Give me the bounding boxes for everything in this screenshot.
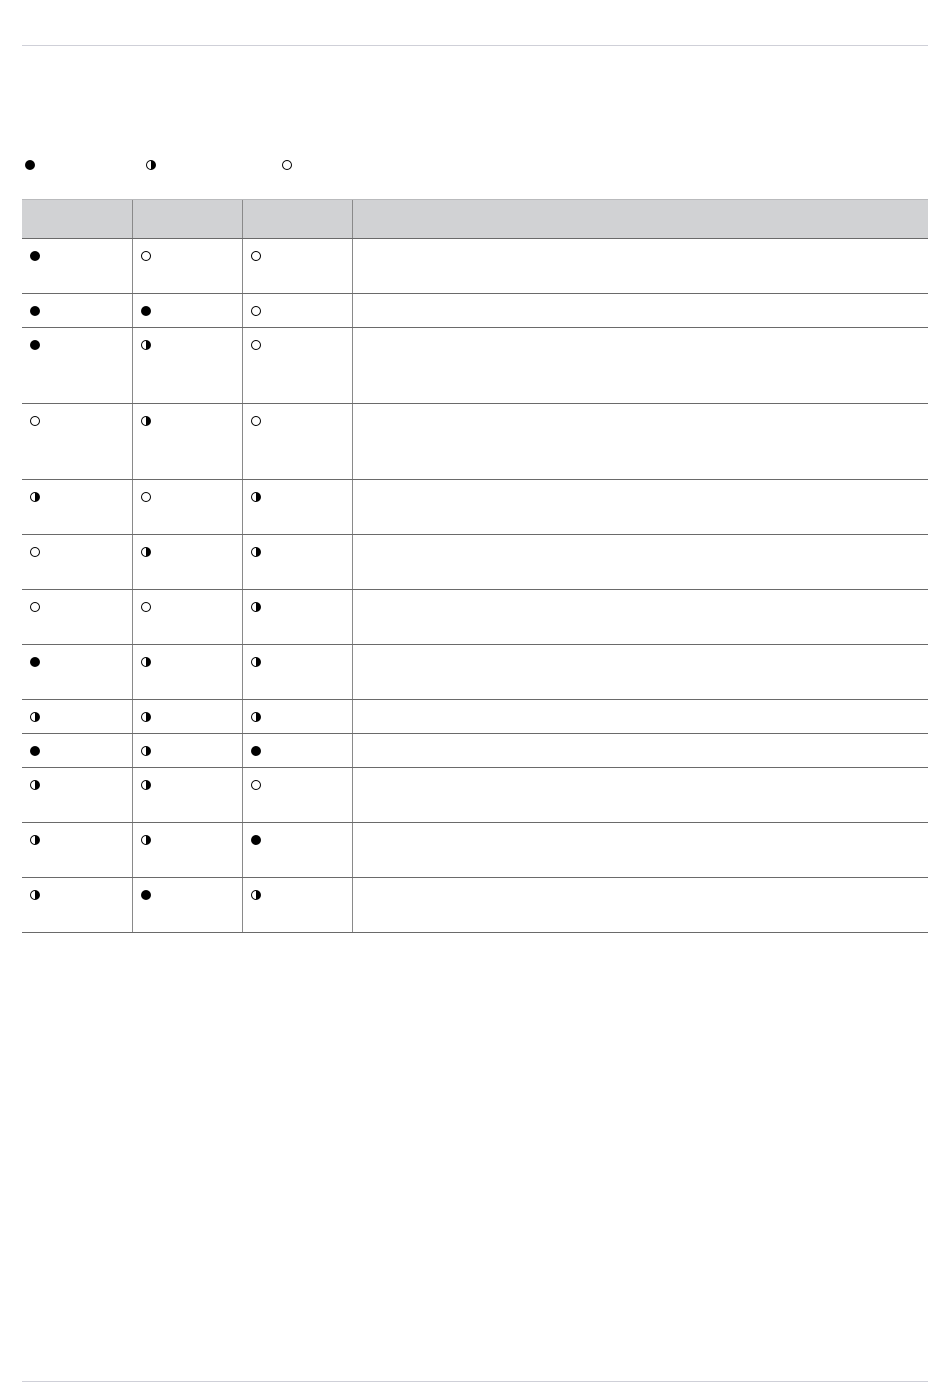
- table-row: [22, 535, 928, 590]
- column-header: [22, 200, 132, 239]
- rating-cell: [22, 823, 132, 878]
- table-header-row: [22, 200, 928, 239]
- description-cell: [352, 734, 928, 768]
- half-circle-icon: [30, 492, 40, 502]
- description-cell: [352, 823, 928, 878]
- rating-cell: [132, 590, 242, 645]
- rating-cell: [22, 535, 132, 590]
- description-cell: [352, 328, 928, 404]
- table-row: [22, 590, 928, 645]
- half-circle-icon: [141, 657, 151, 667]
- rating-cell: [242, 878, 352, 933]
- table-row: [22, 878, 928, 933]
- rating-cell: [22, 645, 132, 700]
- table-row: [22, 645, 928, 700]
- description-cell: [352, 700, 928, 734]
- empty-circle-icon: [30, 416, 40, 426]
- half-circle-icon: [30, 890, 40, 900]
- empty-circle-icon: [141, 492, 151, 502]
- rating-cell: [132, 294, 242, 328]
- rating-cell: [22, 294, 132, 328]
- full-circle-icon: [141, 890, 151, 900]
- rating-cell: [132, 535, 242, 590]
- table-row: [22, 700, 928, 734]
- half-circle-icon: [141, 712, 151, 722]
- description-cell: [352, 645, 928, 700]
- column-header: [242, 200, 352, 239]
- half-circle-icon: [141, 780, 151, 790]
- rating-cell: [132, 404, 242, 480]
- full-circle-icon: [30, 746, 40, 756]
- rating-cell: [132, 239, 242, 294]
- rating-cell: [132, 328, 242, 404]
- half-circle-icon: [251, 602, 261, 612]
- empty-circle-icon: [30, 602, 40, 612]
- rating-cell: [22, 480, 132, 535]
- half-circle-icon: [146, 160, 156, 170]
- empty-circle-icon: [251, 780, 261, 790]
- full-circle-icon: [30, 306, 40, 316]
- bottom-divider: [22, 1381, 928, 1382]
- rating-cell: [22, 328, 132, 404]
- full-circle-icon: [25, 160, 35, 170]
- rating-cell: [132, 700, 242, 734]
- table-row: [22, 823, 928, 878]
- empty-circle-icon: [141, 251, 151, 261]
- empty-circle-icon: [251, 251, 261, 261]
- half-circle-icon: [141, 340, 151, 350]
- top-divider: [22, 45, 928, 46]
- description-cell: [352, 404, 928, 480]
- rating-cell: [242, 590, 352, 645]
- rating-cell: [242, 734, 352, 768]
- table-row: [22, 239, 928, 294]
- rating-cell: [22, 878, 132, 933]
- rating-cell: [132, 645, 242, 700]
- half-circle-icon: [251, 890, 261, 900]
- empty-circle-icon: [282, 160, 292, 170]
- half-circle-icon: [251, 657, 261, 667]
- rating-cell: [22, 404, 132, 480]
- half-circle-icon: [141, 835, 151, 845]
- half-circle-icon: [141, 746, 151, 756]
- rating-cell: [22, 768, 132, 823]
- description-cell: [352, 535, 928, 590]
- half-circle-icon: [141, 416, 151, 426]
- empty-circle-icon: [251, 306, 261, 316]
- description-cell: [352, 294, 928, 328]
- full-circle-icon: [30, 251, 40, 261]
- full-circle-icon: [251, 835, 261, 845]
- rating-cell: [242, 535, 352, 590]
- description-cell: [352, 480, 928, 535]
- half-circle-icon: [251, 492, 261, 502]
- table-body: [22, 239, 928, 933]
- rating-cell: [242, 823, 352, 878]
- rating-cell: [22, 734, 132, 768]
- description-cell: [352, 590, 928, 645]
- table-row: [22, 734, 928, 768]
- table-row: [22, 328, 928, 404]
- description-cell: [352, 239, 928, 294]
- description-cell: [352, 878, 928, 933]
- column-header: [352, 200, 928, 239]
- empty-circle-icon: [251, 416, 261, 426]
- rating-cell: [132, 823, 242, 878]
- table-row: [22, 294, 928, 328]
- rating-cell: [242, 239, 352, 294]
- table-row: [22, 404, 928, 480]
- rating-cell: [242, 404, 352, 480]
- rating-cell: [132, 480, 242, 535]
- rating-cell: [132, 878, 242, 933]
- rating-cell: [22, 239, 132, 294]
- rating-cell: [242, 328, 352, 404]
- half-circle-icon: [251, 712, 261, 722]
- rating-cell: [22, 590, 132, 645]
- table-row: [22, 768, 928, 823]
- empty-circle-icon: [251, 340, 261, 350]
- rating-cell: [242, 768, 352, 823]
- full-circle-icon: [30, 657, 40, 667]
- half-circle-icon: [30, 835, 40, 845]
- full-circle-icon: [141, 306, 151, 316]
- rating-cell: [242, 294, 352, 328]
- full-circle-icon: [251, 746, 261, 756]
- column-header: [132, 200, 242, 239]
- rating-cell: [242, 700, 352, 734]
- half-circle-icon: [251, 547, 261, 557]
- half-circle-icon: [141, 547, 151, 557]
- rating-cell: [242, 645, 352, 700]
- full-circle-icon: [30, 340, 40, 350]
- empty-circle-icon: [30, 547, 40, 557]
- rating-table: [22, 199, 928, 933]
- rating-cell: [132, 734, 242, 768]
- half-circle-icon: [30, 780, 40, 790]
- description-cell: [352, 768, 928, 823]
- table-row: [22, 480, 928, 535]
- empty-circle-icon: [141, 602, 151, 612]
- half-circle-icon: [30, 712, 40, 722]
- rating-cell: [132, 768, 242, 823]
- rating-cell: [22, 700, 132, 734]
- legend: [0, 160, 950, 174]
- rating-cell: [242, 480, 352, 535]
